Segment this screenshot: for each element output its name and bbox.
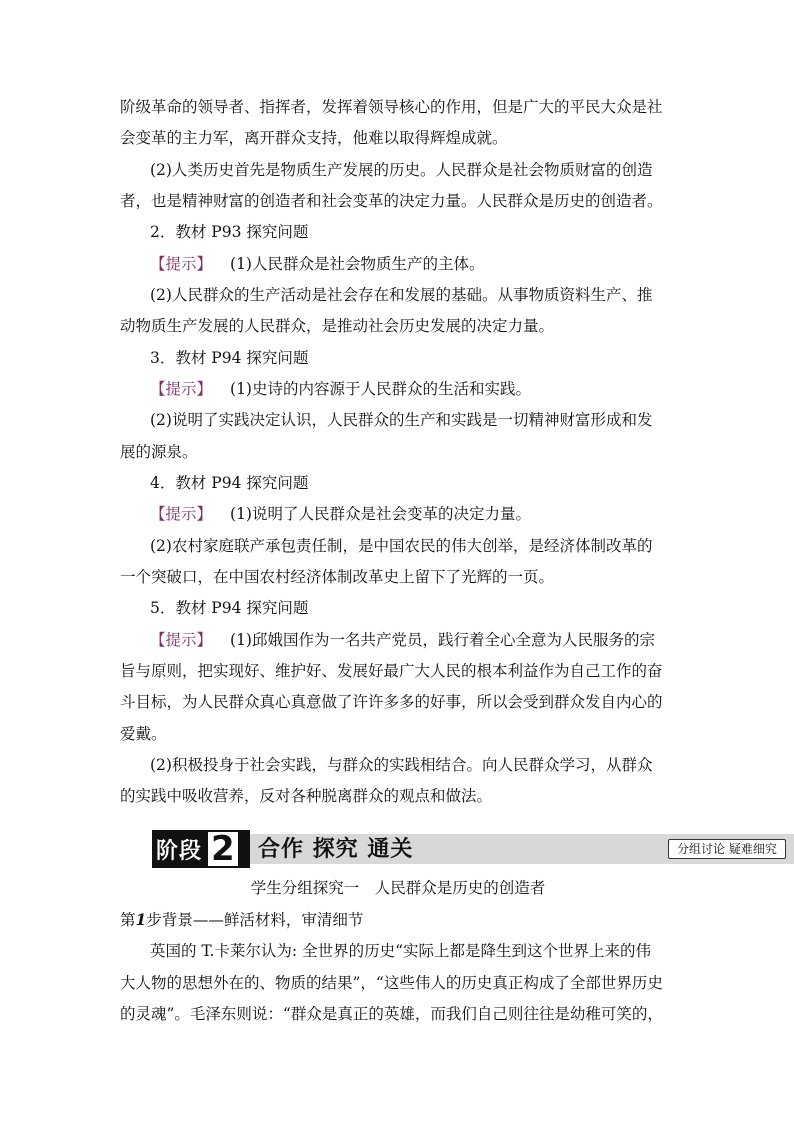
tip-line	[150, 254, 676, 274]
paragraph-line: 会变革的主力军，离开群众支持，他难以取得辉煌成就。	[120, 129, 508, 147]
step-heading	[120, 910, 676, 930]
paragraph-line: (2)人类历史首先是物质生产发展的历史。人民群众是社会物质财富的创造	[150, 161, 653, 179]
question-heading: 3．教材 P94 探究问题	[150, 349, 309, 367]
question-heading: 5．教材 P94 探究问题	[150, 599, 309, 617]
paragraph-line: (2)人民群众的生产活动是社会存在和发展的基础。从事物质资料生产、推	[150, 286, 653, 304]
tip-text: (1)人民群众是社会物质生产的主体。	[230, 255, 485, 273]
material-line: 大人物的思想外在的、物质的结果”，“这些伟人的历史真正构成了全部世界历史	[120, 974, 663, 992]
paragraph-line: 动物质生产发展的人民群众，是推动社会历史发展的决定力量。	[120, 317, 555, 335]
banner-title: 合作 探究 通关	[258, 836, 414, 862]
tip-line	[150, 630, 676, 650]
step-suffix: 步背景——鲜活材料，审清细节	[146, 911, 364, 929]
tip-text: (1)说明了人民群众是社会变革的决定力量。	[230, 505, 531, 523]
banner-subtitle: 分组讨论 疑难细究	[668, 839, 786, 859]
tip-text: (1)邱娥国作为一名共产党员，践行着全心全意为人民服务的宗	[230, 631, 655, 649]
tip-label: 【提示】	[150, 631, 213, 649]
paragraph-line: (2)积极投身于社会实践，与群众的实践相结合。向人民群众学习，从群众	[150, 756, 653, 774]
paragraph-line: 爱戴。	[120, 725, 167, 743]
tip-line	[150, 379, 676, 399]
tip-text: (1)史诗的内容源于人民群众的生活和实践。	[230, 380, 531, 398]
step-number: 1	[135, 910, 147, 929]
paragraph-line: 的实践中吸收营养，反对各种脱离群众的观点和做法。	[120, 787, 493, 805]
tip-label: 【提示】	[150, 255, 213, 273]
stage-banner	[152, 830, 794, 868]
question-heading: 4．教材 P94 探究问题	[150, 474, 309, 492]
tip-line	[150, 504, 676, 524]
question-heading: 2．教材 P93 探究问题	[150, 223, 309, 241]
step-prefix: 第	[120, 911, 136, 929]
tip-label: 【提示】	[150, 505, 213, 523]
paragraph-line: 展的源泉。	[120, 443, 198, 461]
section-title: 学生分组探究一 人民群众是历史的创造者	[250, 879, 546, 897]
tip-label: 【提示】	[150, 380, 213, 398]
stage-label: 阶段	[156, 838, 203, 864]
stage-number: 2	[206, 830, 240, 868]
material-line: 英国的 T.卡莱尔认为: 全世界的历史“实际上都是降生到这个世界上来的伟	[150, 942, 651, 960]
paragraph-line: (2)说明了实践决定认识，人民群众的生产和实践是一切精神财富形成和发	[150, 411, 653, 429]
paragraph-line: 一个突破口，在中国农村经济体制改革史上留下了光辉的一页。	[120, 568, 555, 586]
paragraph-line: 旨与原则，把实现好、维护好、发展好最广大人民的根本利益作为自己工作的奋	[120, 662, 663, 680]
paragraph-line: 阶级革命的领导者、指挥者，发挥着领导核心的作用，但是广大的平民大众是社	[120, 98, 663, 116]
paragraph-line: (2)农村家庭联产承包责任制，是中国农民的伟大创举，是经济体制改革的	[150, 537, 653, 555]
paragraph-line: 者，也是精神财富的创造者和社会变革的决定力量。人民群众是历史的创造者。	[120, 192, 663, 210]
paragraph-line: 斗目标，为人民群众真心真意做了许许多多的好事，所以会受到群众发自内心的	[120, 693, 663, 711]
material-line: 的灵魂”。毛泽东则说：“群众是真正的英雄，而我们自己则往往是幼稚可笑的，	[120, 1005, 663, 1023]
stage-mark	[152, 830, 250, 868]
